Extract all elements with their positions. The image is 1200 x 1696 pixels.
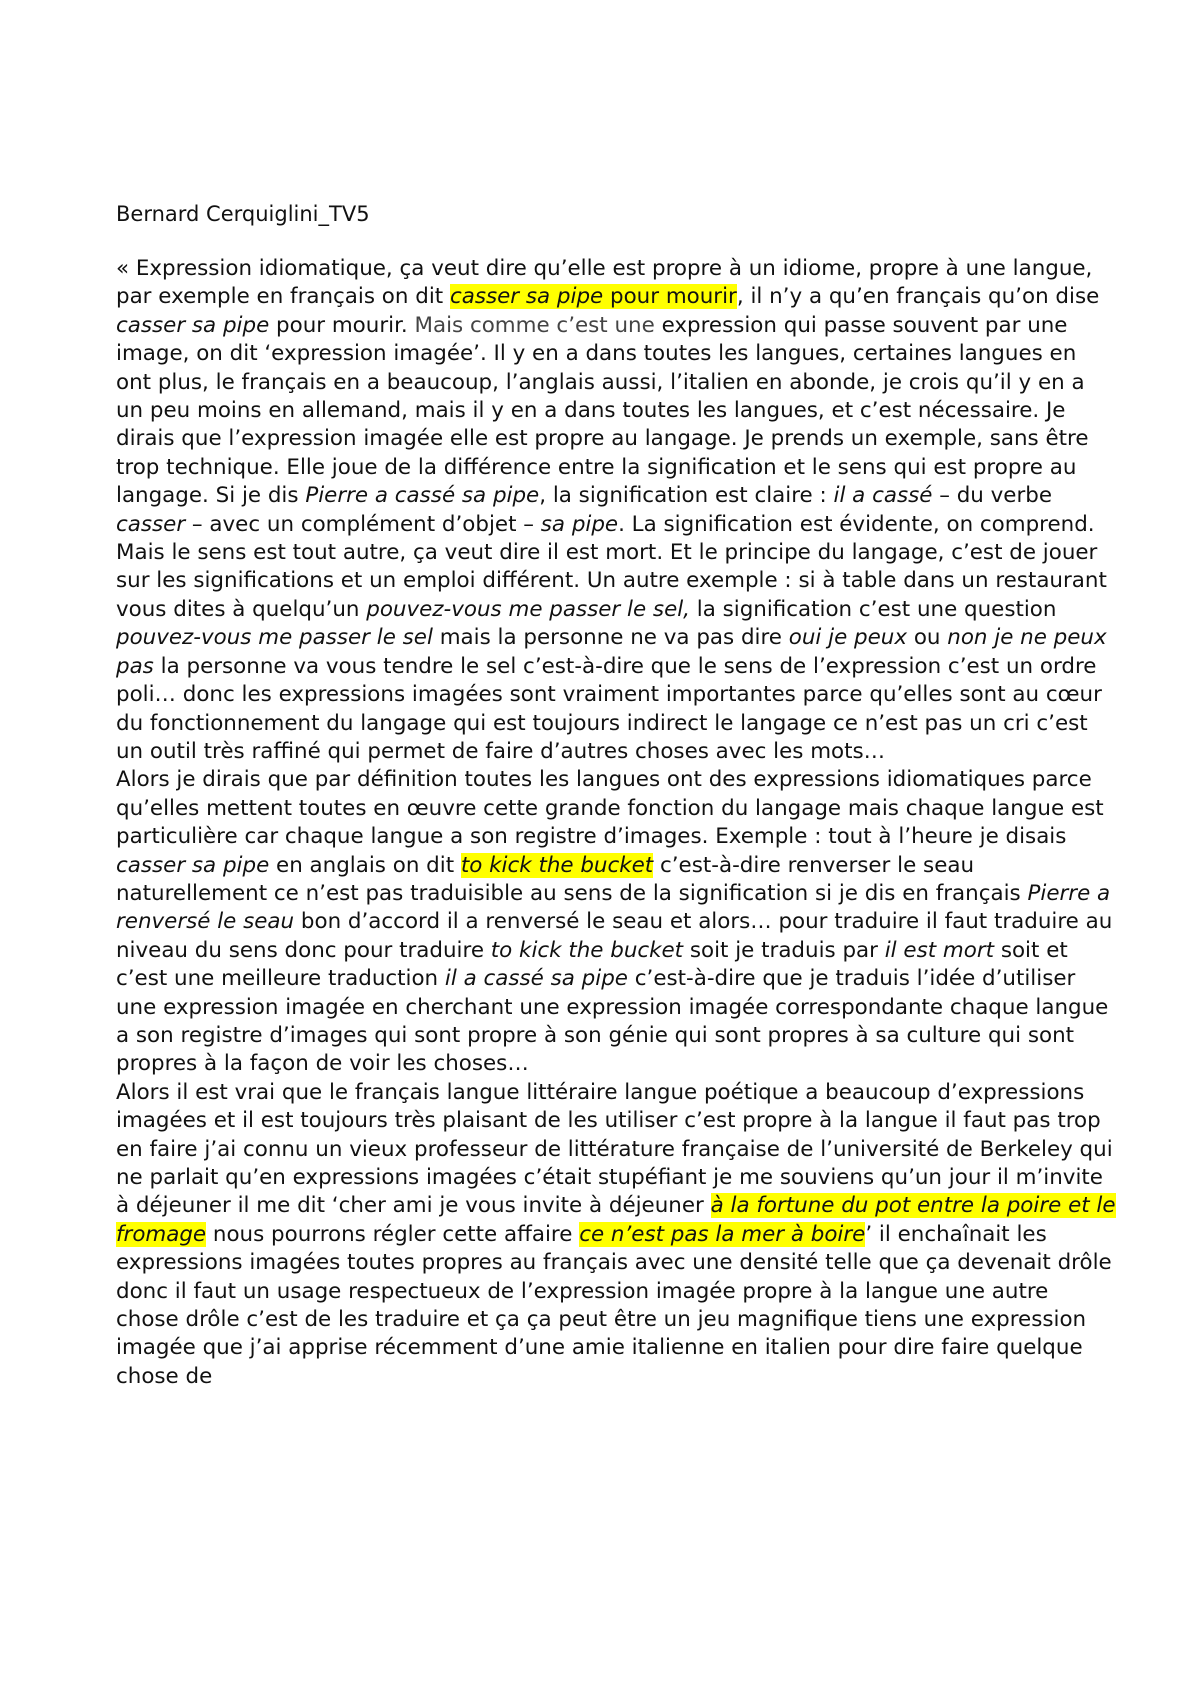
text-run: la personne va vous tendre le sel c’est-à-dire que le sens de l’expression c’est un ordre poli… donc les expressions imagées sont vraiment importantes parce qu’elles sont au cœur du fonctionnement du langage qui est toujours indirect le langage ce n’est pas un cri c’est un outil très raffiné qui permet de faire d’autres choses avec les mots… <box>116 653 1102 764</box>
highlighted-text: to kick the bucket <box>460 852 654 878</box>
text-run: expression qui passe souvent par une image, on dit ‘expression imagée’. Il y en a dans toutes les langues, certaines langues en ont plus, le français en a beaucoup, l’anglais aussi, l’italien en abonde, je crois qu’il y en a un peu moins en allemand, mais il y en a dans toutes les langues, et c’est nécessaire. Je dirais que l’expression imagée elle est propre au langage. Je prends un exemple, sans être trop technique. Elle joue de la différence entre la signification et le sens qui est propre au langage. Si je dis <box>116 312 1089 509</box>
italic-text: Pierre a renversé le seau <box>116 880 1111 935</box>
highlighted-text: ce n’est pas la mer à boire <box>579 1221 866 1247</box>
italic-text: casser sa pipe <box>116 852 270 878</box>
italic-text: oui je peux <box>788 625 908 651</box>
text-run: c’est-à-dire que je traduis l’idée d’utiliser une expression imagée en cherchant une expression imagée correspondante chaque langue a son registre d’images qui sont propre à son génie qui sont propres à sa culture qui sont propres à la façon de voir les choses… <box>116 966 1109 1077</box>
paragraph-1 <box>116 255 1116 766</box>
text-run: la signification c’est une question <box>689 596 1057 622</box>
italic-text: pouvez-vous me passer le sel <box>116 625 433 651</box>
text-run: Mais comme c’est une <box>414 312 655 338</box>
italic-text: il a cassé <box>833 483 933 509</box>
italic-text: pouvez-vous me passer le sel, <box>366 596 690 622</box>
highlighted-text: casser sa pipe <box>449 284 604 310</box>
text-run: Alors je dirais que par définition toutes les langues ont des expressions idiomatiques parce qu’elles mettent toutes en œuvre cette grande fonction du langage mais chaque langue est particulière car chaque langue a son registre d’images. Exemple : tout à l’heure je disais <box>116 767 1104 850</box>
italic-text: non je ne peux pas <box>116 625 1107 679</box>
text-run: soit je traduis par <box>683 937 885 963</box>
text-run: mais la personne ne va pas dire <box>432 625 789 651</box>
italic-text: sa pipe <box>540 511 619 537</box>
paragraph-3 <box>116 1079 1116 1391</box>
text-run: , la signification est claire : <box>539 483 834 509</box>
text-run: bon d’accord il a renversé le seau et alors… pour traduire il faut traduire au niveau du sens donc pour traduire <box>116 909 1113 963</box>
italic-text: casser <box>116 511 186 537</box>
text-run: – du verbe <box>932 483 1053 509</box>
highlighted-text: à la fortune du pot entre la poire et le fromage <box>116 1193 1116 1247</box>
text-run: . La signification est évidente, on comprend. Mais le sens est tout autre, ça veut dire il est mort. Et le principe du langage, c’est de jouer sur les significations et un emploi différent. Un autre exemple : si à table dans un restaurant vous dites à quelqu’un <box>116 511 1107 622</box>
text-run: « Expression idiomatique, ça veut dire qu’elle est propre à un idiome, propre à une langue, par exemple en français on dit <box>116 256 1093 310</box>
document-title: Bernard Cerquiglini_TV5 <box>116 202 370 226</box>
italic-text: il a cassé sa pipe <box>444 966 628 992</box>
text-run: Alors il est vrai que le français langue littéraire langue poétique a beaucoup d’expressions imagées et il est toujours très plaisant de les utiliser c’est propre à la langue il faut pas trop en faire j’ai connu un vieux professeur de littérature française de l’université de Berkeley qui ne parlait qu’en expressions imagées c’était stupéfiant je me souviens qu’un jour il m’invite à déjeuner il me dit ‘cher ami je vous invite à déjeuner <box>116 1079 1113 1219</box>
italic-text: casser sa pipe <box>116 312 270 338</box>
paragraph-2 <box>116 766 1116 1078</box>
text-run: soit et c’est une meilleure traduction <box>116 937 1068 992</box>
text-run: ou <box>907 625 948 651</box>
italic-text: il est mort <box>884 937 995 963</box>
text-run: nous pourrons régler cette affaire <box>206 1221 580 1247</box>
highlighted-text: pour mourir <box>603 284 737 310</box>
text-run: – avec un complément d’objet – <box>185 511 541 537</box>
italic-text: to kick the bucket <box>490 937 684 963</box>
text-run: , il n’y a qu’en français qu’on dise <box>736 284 1100 310</box>
text-run: en anglais on dit <box>269 852 461 878</box>
italic-text: Pierre a cassé sa pipe <box>305 483 540 509</box>
text-run: pour mourir. <box>269 312 415 338</box>
document-body <box>116 255 1116 1391</box>
text-run: ’ il enchaînait les expressions imagées toutes propres au français avec une densité telle que ça devenait drôle donc il faut un usage respectueux de l’expression imagée propre à la langue une autre chose drôle c’est de les traduire et ça ça peut être un jeu magnifique tiens une expression imagée que j’ai apprise récemment d’une amie italienne en italien pour dire faire quelque chose de <box>116 1221 1112 1389</box>
text-run: c’est-à-dire renverser le seau naturellement ce n’est pas traduisible au sens de la signification si je dis en français <box>116 852 1028 906</box>
